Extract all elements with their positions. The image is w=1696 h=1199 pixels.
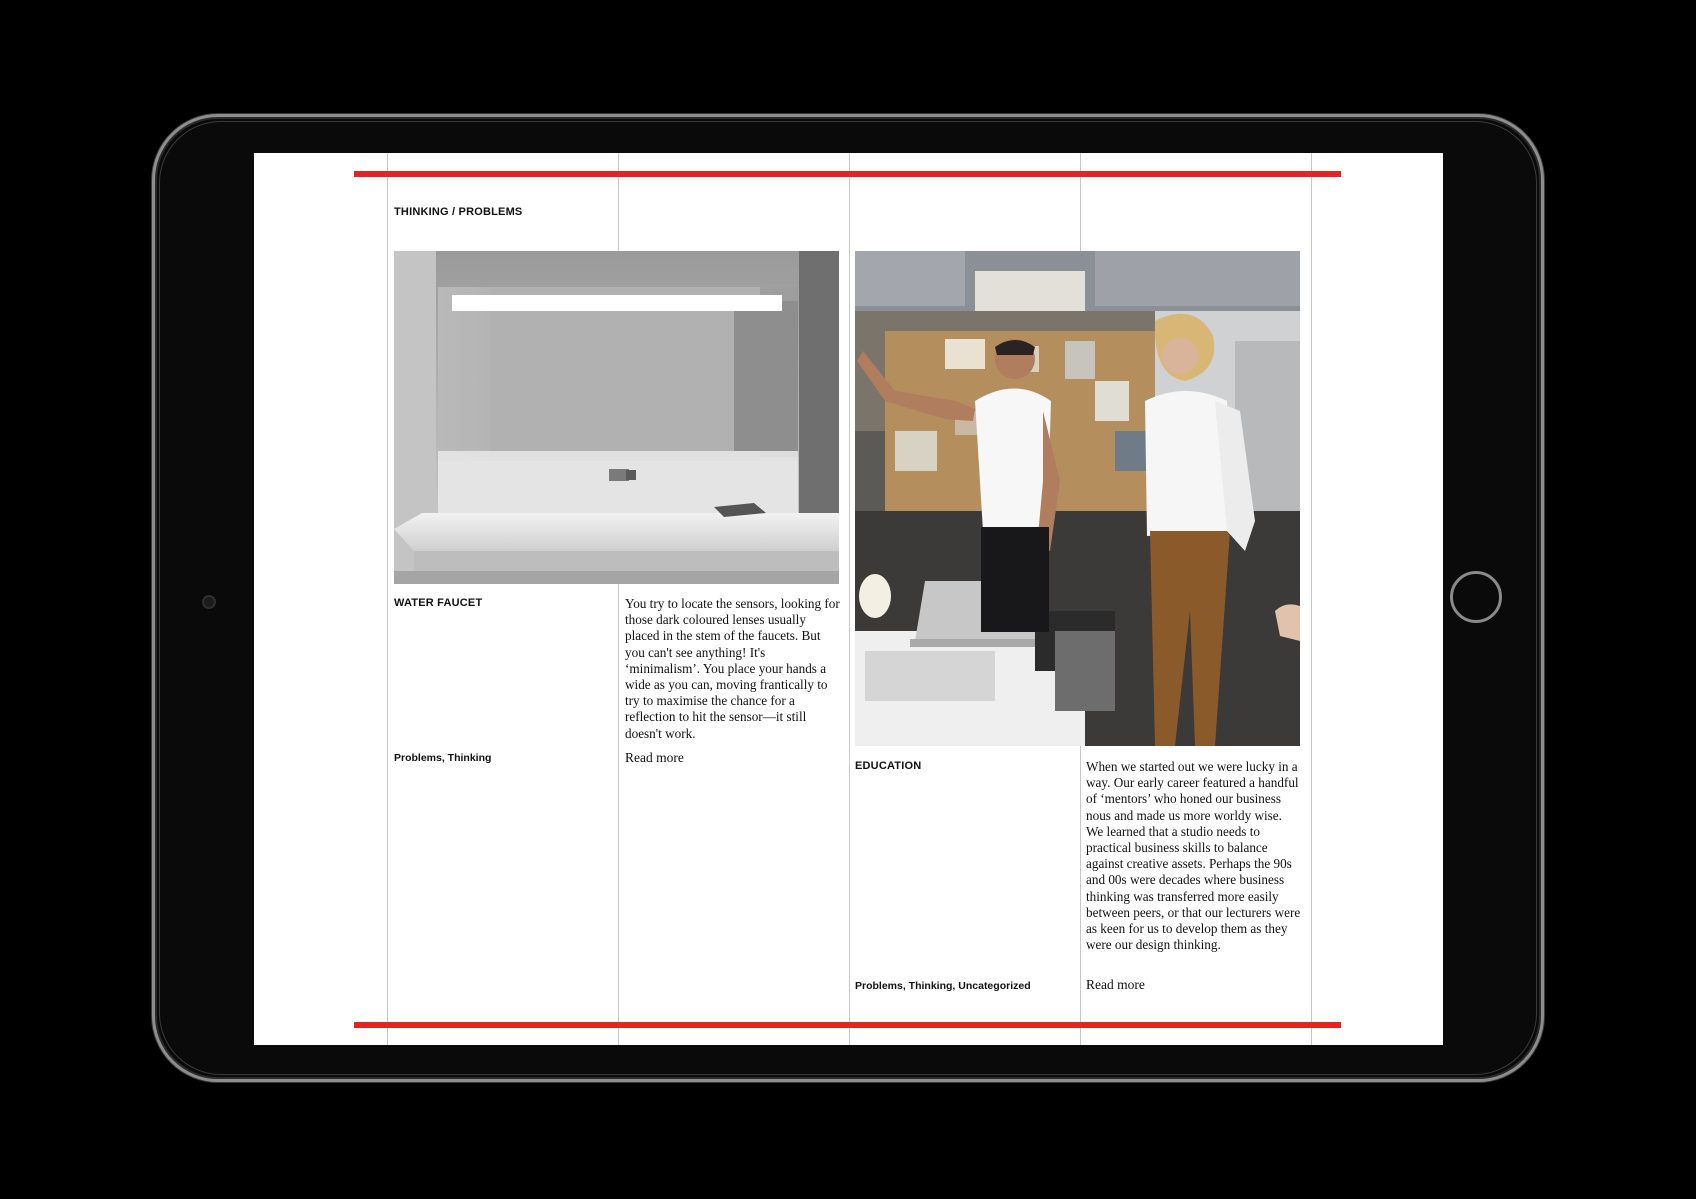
grid-line (849, 153, 850, 1045)
post-title-water-faucet[interactable]: WATER FAUCET (394, 597, 483, 609)
bottom-red-rule (354, 1022, 1341, 1028)
read-more-link[interactable]: Read more (625, 750, 684, 765)
post-excerpt-water-faucet: You try to locate the sensors, looking for those dark coloured lenses usually placed in the stem of the faucets. But you can't see anything! It's ‘minimalism’. You place your hands a wide as you can, moving frantically to try to maximise the chance for a reflection to hit the sensor—it still doesn't work. (625, 596, 840, 741)
post-categories-water-faucet[interactable]: Problems, Thinking (394, 752, 492, 764)
top-red-rule (354, 171, 1341, 177)
grid-line (1311, 153, 1312, 1045)
section-title: THINKING / PROBLEMS (394, 206, 523, 218)
post-title-education[interactable]: EDUCATION (855, 760, 922, 772)
grid-line (387, 153, 388, 1045)
post-categories-education[interactable]: Problems, Thinking, Uncategorized (855, 980, 1031, 992)
read-more-link[interactable]: Read more (1086, 977, 1145, 992)
camera-icon (202, 595, 216, 609)
home-button[interactable] (1450, 571, 1502, 623)
post-excerpt-education: When we started out we were lucky in a way. Our early career featured a handful of ‘mentors’ who honed our business nous and made us more worldy wise. We learned that a studio needs to practical business skills to balance against creative assets. Perhaps the 90s and 00s were decades where business thinking was transferred more easily between peers, or that our lecturers were as keen for us to develop them as they were our design thinking. (1086, 759, 1301, 953)
tablet-screen (254, 153, 1443, 1045)
water-faucet-image[interactable] (394, 251, 839, 584)
education-image[interactable] (855, 251, 1300, 746)
